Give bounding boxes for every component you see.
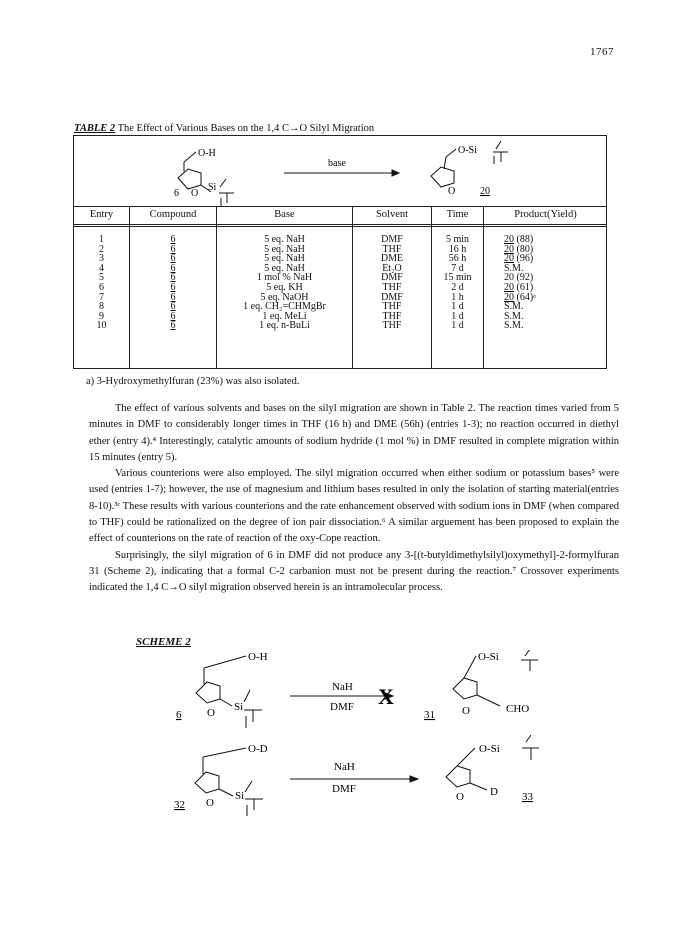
table-cell: 1 d	[451, 320, 464, 332]
product-yield: (88)	[514, 234, 534, 245]
table-cell: 3	[99, 253, 104, 265]
table-cell: 9	[99, 310, 104, 322]
table-footnote: a) 3-Hydroxymethylfuran (23%) was also isolated.	[86, 376, 300, 387]
product-number: 20	[504, 253, 514, 265]
r1-number: 6	[176, 709, 182, 721]
header-compound: Compound	[149, 209, 197, 220]
table-cell: 7 d	[451, 262, 464, 274]
table-cell: 6	[170, 301, 176, 313]
table-cell: 1 eq. CH₂=CHMgBr	[243, 301, 326, 313]
paragraph: The effect of various solvents and bases on the silyl migration are shown in Table 2. The reaction times varied from 5 minutes in DMF to considerably longer times in THF (16 h) and DME (56h) (entries 1-3); no reaction occurred in diethyl ether (entry 4).⁴ Interestingly, catalytic amounts of sodium hydride (1 mol %) in DMF resulted in complete migration within 15 minutes (entry 5).	[89, 403, 619, 463]
table-cell: 1 mol % NaH	[256, 272, 313, 284]
table-cell: 6	[170, 281, 176, 293]
table-cell: 1 d	[451, 310, 464, 322]
table-cell: 4	[99, 262, 104, 274]
product-yield: S.M.	[504, 262, 524, 274]
body-text	[89, 401, 619, 597]
r1-si: Si	[234, 701, 244, 713]
reagent1-bottom: DMF	[330, 701, 354, 713]
table-cell: 5 eq. NaH	[264, 234, 305, 245]
scheme-label: SCHEME 2	[136, 636, 191, 648]
table-cell: 5 eq. NaH	[264, 262, 305, 274]
product-yield: (61)	[514, 281, 534, 293]
p1-group: O-Si	[478, 651, 499, 663]
table-cell: THF	[382, 310, 402, 322]
table-cell: 6	[170, 310, 176, 322]
header-base: Base	[274, 209, 295, 220]
paragraph: Various counterions were also employed. The silyl migration occurred when either sodium or potassium bases⁵ were used (entries 1-7); however, the use of magnesium and lithium bases resulted in only the isolation of starting material(entries 8-10).³ᶜ These results with various counterions and the rate enhancement observed with sodium ions in DMF (when compared to THF) could be rationalized on the degree of ion pair dissociation.⁶ A similar arguement has been proposed to explain the effect of counterions on the rate of reaction of the oxy-Cope reaction.	[89, 468, 619, 545]
table-cell: 6	[170, 291, 176, 303]
header-product: Product(Yield)	[514, 209, 577, 220]
table-cell: 16 h	[448, 243, 467, 255]
compound-column	[130, 235, 216, 331]
r1-ring-o: O	[207, 707, 215, 719]
product-number: 20	[504, 281, 514, 293]
page-number: 1767	[590, 46, 614, 58]
product-number: 20	[504, 243, 514, 255]
base-column	[217, 235, 352, 331]
table-cell: 6	[170, 253, 176, 265]
table-cell: DMF	[381, 291, 403, 303]
table-scheme	[74, 136, 606, 206]
table-cell: 2	[99, 243, 104, 255]
product-yield: (64)ᵃ	[514, 291, 536, 303]
table-cell: THF	[382, 281, 402, 293]
reactant-ring-o: O	[191, 188, 199, 199]
product-yield: S.M.	[504, 320, 524, 332]
table-cell: 5 eq. NaH	[264, 253, 305, 265]
product-yield: (96)	[514, 253, 534, 265]
table-cell	[504, 321, 604, 331]
header-solvent: Solvent	[375, 209, 409, 220]
r2-group: O-D	[248, 743, 268, 755]
table-cell: 1 eq. n-BuLi	[259, 320, 310, 332]
table-cell: 6	[170, 320, 176, 332]
table-cell: THF	[382, 301, 402, 313]
table-cell: 1 h	[451, 291, 464, 303]
product-number: 20	[504, 291, 514, 303]
table-cell: THF	[382, 320, 402, 332]
entry-column	[74, 235, 129, 331]
r2-si: Si	[235, 790, 245, 802]
reactant-si: Si	[208, 182, 217, 193]
solvent-column	[353, 235, 431, 331]
reagent-base: base	[328, 158, 346, 169]
table-cell: DMF	[381, 272, 403, 284]
table-cell: 6	[170, 243, 176, 255]
header-rule-top	[74, 206, 606, 207]
table-cell: DMF	[381, 234, 403, 245]
table-cell: 1 d	[451, 301, 464, 313]
table-cell: Et₂O	[382, 262, 402, 274]
product-group: O-Si	[458, 145, 477, 156]
table-cell: 56 h	[448, 253, 467, 265]
product-number: 20	[504, 234, 514, 245]
table-cell: 10	[96, 320, 107, 332]
table-cell: 6	[170, 234, 176, 245]
scheme-2-figure	[0, 650, 680, 920]
paragraph: Surprisingly, the silyl migration of 6 in DMF did not produce any 3-[(t-butyldimethylsilyl)oxymethyl]-2-formylfuran 31 (Scheme 2), indicating that a formal C-2 carbanion must not be present during the reaction.⁷ Crossover experiments indicated the 1,4 C→O silyl migration observed herein is an intramolecular process.	[89, 549, 619, 594]
reagent1-top: NaH	[332, 681, 353, 693]
table-cell: 15 min	[443, 272, 472, 284]
p2-number: 33	[522, 791, 533, 803]
column-divider	[483, 206, 484, 368]
table-2	[73, 135, 607, 369]
table-cell: 6	[170, 262, 176, 274]
p2-group: O-Si	[479, 743, 500, 755]
table-cell: 6	[170, 272, 176, 284]
r2-number: 32	[174, 799, 185, 811]
header-rule-double	[74, 226, 606, 227]
p1-ring-o: O	[462, 705, 470, 717]
p2-d: D	[490, 786, 498, 798]
product-yield: S.M.	[504, 301, 524, 313]
table-cell: 5 eq. NaH	[264, 243, 305, 255]
table-cell: 5	[99, 272, 104, 284]
header-time: Time	[446, 209, 469, 220]
header-rule-bottom	[74, 224, 606, 225]
p1-cho: CHO	[506, 703, 530, 715]
product-column	[504, 235, 604, 331]
table-cell: 7	[99, 291, 104, 303]
product-yield: 20 (92)	[504, 272, 534, 284]
reactant-group: O-H	[198, 148, 216, 159]
table-cell: DME	[380, 253, 404, 265]
table-cell: 2 d	[451, 281, 464, 293]
reagent2-bottom: DMF	[332, 783, 356, 795]
table-caption	[74, 123, 374, 134]
product-yield: S.M.	[504, 310, 524, 322]
table-label: TABLE 2	[74, 123, 116, 134]
table-cell: 5 eq. KH	[266, 281, 303, 293]
product-yield: (80)	[514, 243, 534, 255]
product-number: 20	[480, 186, 490, 197]
r2-ring-o: O	[206, 797, 214, 809]
reactant-number: 6	[174, 188, 179, 199]
table-cell: 8	[99, 301, 104, 313]
r1-group: O-H	[248, 651, 268, 663]
reagent2-top: NaH	[334, 761, 355, 773]
header-entry: Entry	[89, 209, 114, 220]
table-cell: 5 eq. NaOH	[260, 291, 309, 303]
table-title: The Effect of Various Bases on the 1,4 C→O Silyl Migration	[117, 123, 375, 134]
p1-number: 31	[424, 709, 435, 721]
table-cell: 1	[99, 234, 104, 245]
table-cell: 5 min	[445, 234, 470, 245]
time-column	[432, 235, 483, 331]
blocked-mark: X	[378, 684, 394, 709]
table-cell: 6	[99, 281, 104, 293]
table-cell: THF	[382, 243, 402, 255]
table-cell: 1 eq. MeLi	[262, 310, 307, 322]
p2-ring-o: O	[456, 791, 464, 803]
product-ring-o: O	[448, 186, 456, 197]
